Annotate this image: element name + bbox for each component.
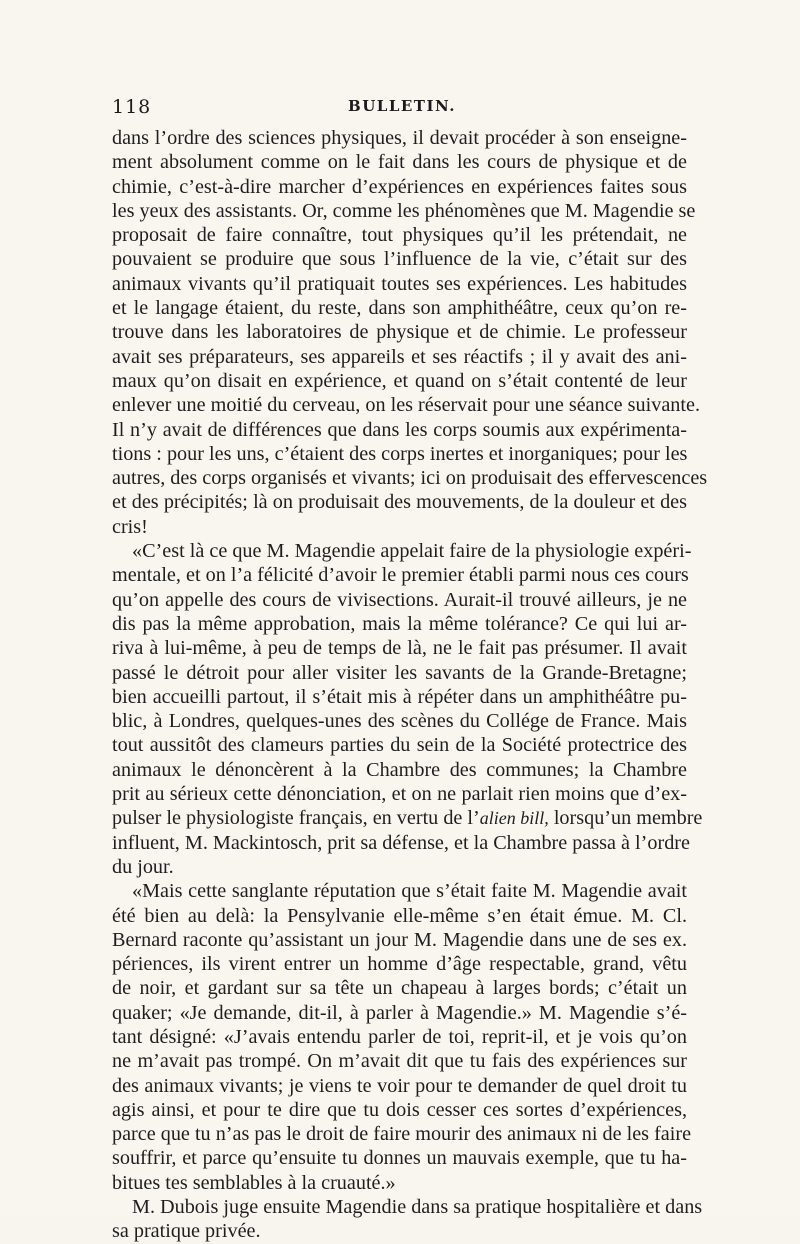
running-title: BULLETIN. (348, 97, 456, 115)
text-line: cris! (112, 515, 148, 538)
text-line: proposait de faire connaître, tout physiques qu’il les prétendait, ne (112, 224, 687, 247)
text-line: animaux vivants qu’il pratiquait toutes ses expériences. Les habitudes (112, 272, 687, 295)
text-line: ment absolument comme on le fait dans les cours de physique et de (112, 151, 687, 174)
text-line: parce que tu n’as pas le droit de faire mourir des animaux ni de les faire (112, 1123, 692, 1146)
text-segment: lorsqu’un membre (548, 807, 703, 830)
text-line: prit au sérieux cette dénonciation, et on ne parlait rien moins que d’ex- (112, 783, 687, 806)
text-line: ne m’avait pas trompé. On m’avait dit que tu fais des expériences sur (112, 1050, 687, 1073)
text-line: de noir, et gardant sur sa tête un chapeau à larges bords; c’était un (112, 977, 687, 1000)
text-line: été bien au delà: la Pensylvanie elle-même s’en était émue. M. Cl. (112, 904, 687, 927)
text-line: dis pas la même approbation, mais la même tolérance? Ce qui lui ar- (112, 612, 687, 635)
text-line: et le langage étaient, du reste, dans son amphithéâtre, ceux qu’on re- (112, 297, 687, 320)
text-line: pouvaient se produire que sous l’influence de la vie, c’était sur des (112, 248, 687, 271)
text-line: mentale, et on l’a félicité d’avoir le premier établi parmi nous ces cours (112, 564, 689, 587)
text-line: «C’est là ce que M. Magendie appelait faire de la physiologie expéri- (132, 540, 692, 563)
page-header (112, 96, 692, 118)
text-line: agis ainsi, et pour te dire que tu dois cesser ces sortes d’expériences, (112, 1098, 687, 1121)
text-line: maux qu’on disait en expérience, et quand on s’était contenté de leur (112, 369, 687, 392)
text-line: bien accueilli partout, il s’était mis à répéter dans un amphithéâtre pu- (112, 685, 687, 708)
text-line: avait ses préparateurs, ses appareils et ses réactifs ; il y avait des ani- (112, 345, 687, 368)
text-line: quaker; «Je demande, dit-il, à parler à Magendie.» M. Magendie s’é- (112, 1001, 687, 1024)
text-line: et des précipités; là on produisait des mouvements, de la douleur et des (112, 491, 687, 514)
text-line: enlever une moitié du cerveau, on les réservait pour une séance suivante. (112, 394, 701, 417)
text-line: influent, M. Mackintosch, prit sa défense, et la Chambre passa à l’ordre (112, 831, 690, 854)
text-line: chimie, c’est-à-dire marcher d’expériences en expériences faites sous (112, 175, 687, 198)
text-segment: pulser le physiologiste français, en vertu de l’ (112, 807, 480, 830)
text-line: souffrir, et parce qu’ensuite tu donnes un mauvais exemple, que tu ha- (112, 1147, 687, 1170)
text-line: tions : pour les uns, c’étaient des corps inertes et inorganiques; pour les (112, 442, 688, 465)
text-line: autres, des corps organisés et vivants; ici on produisait des effervescences (112, 467, 708, 490)
text-line: dans l’ordre des sciences physiques, il devait procéder à son enseigne- (112, 127, 687, 149)
text-line: des animaux vivants; je viens te voir pour te demander de quel droit tu (112, 1074, 687, 1097)
text-line: qu’on appelle des cours de vivisections. Aurait-il trouvé ailleurs, je ne (112, 588, 687, 611)
text-line: blic, à Londres, quelques-unes des scènes du Collége de France. Mais (112, 710, 687, 733)
text-line: trouve dans les laboratoires de physique et de chimie. Le professeur (112, 321, 687, 344)
text-line: M. Dubois juge ensuite Magendie dans sa pratique hospitalière et dans (132, 1196, 703, 1219)
text-line: passé le détroit pour aller visiter les savants de la Grande-Bretagne; (112, 661, 687, 684)
text-line: tant désigné: «J’avais entendu parler de toi, reprit-il, et je vois qu’on (112, 1025, 687, 1048)
text-line: riva à lui-même, à peu de temps de là, ne le fait pas présumer. Il avait (112, 637, 687, 660)
text-line: Bernard raconte qu’assistant un jour M. Magendie dans une de ses ex. (112, 928, 687, 951)
alien-bill-phrase: alien bill, (479, 808, 549, 829)
text-line: les yeux des assistants. Or, comme les phénomènes que M. Magendie se (112, 199, 696, 222)
text-line: tout aussitôt des clameurs parties du sein de la Société protectrice des (112, 734, 687, 757)
text-line: sa pratique privée. (112, 1220, 261, 1243)
text-line: du jour. (112, 855, 174, 878)
text-line: «Mais cette sanglante réputation que s’était faite M. Magendie avait (132, 880, 687, 903)
body-text (112, 126, 708, 1244)
page-number: 118 (112, 96, 152, 118)
text-line: animaux le dénoncèrent à la Chambre des communes; la Chambre (112, 758, 687, 781)
text-line: bitues tes semblables à la cruauté.» (112, 1171, 396, 1194)
text-line: périences, ils virent entrer un homme d’âge respectable, grand, vêtu (112, 953, 687, 976)
text-line (112, 806, 703, 830)
text-line: Il n’y avait de différences que dans les corps soumis aux expérimenta- (112, 418, 687, 441)
